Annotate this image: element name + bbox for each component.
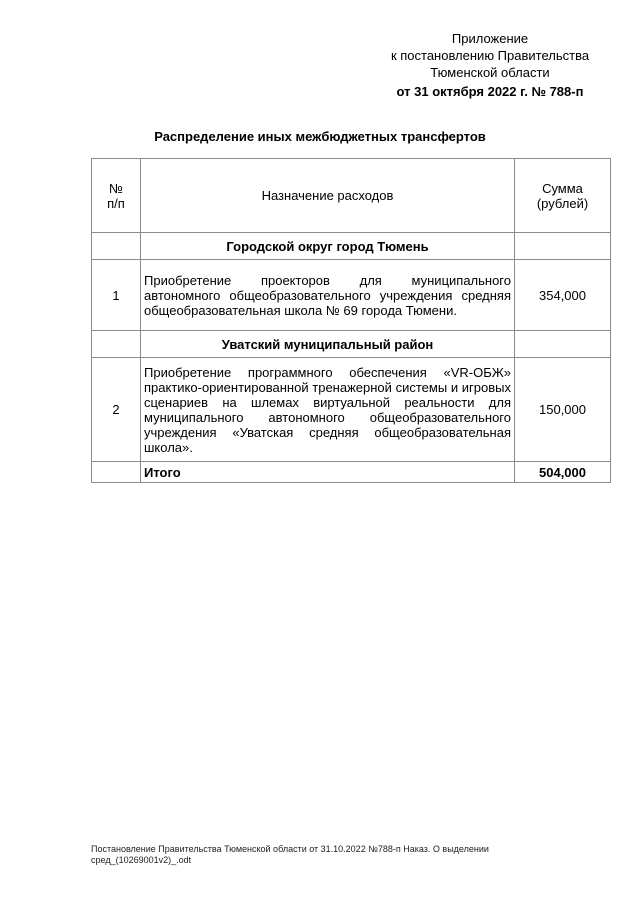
empty-cell — [92, 233, 141, 260]
row-purpose: Приобретение программного обеспечения «VR-ОБЖ» практико-ориентированной тренажерной системы и игровых сценариев на шлемах виртуальной реальности для муниципального автономного общеобразовательного учреждения «Уватская средняя общеобразовательная школа». — [141, 358, 515, 462]
header-sum-cell — [515, 159, 611, 233]
header-number-cell — [92, 159, 141, 233]
row-purpose: Приобретение проекторов для муниципального автономного общеобразовательного учреждения средняя общеобразовательная школа № 69 города Тюмени. — [141, 260, 515, 331]
table-row — [92, 260, 611, 331]
section-row — [92, 233, 611, 260]
header-number-label: п/п — [107, 195, 125, 211]
section-title: Городской округ город Тюмень — [141, 233, 515, 260]
empty-cell — [515, 233, 611, 260]
row-sum: 354,000 — [515, 260, 611, 331]
header-sum-unit: (рублей) — [536, 195, 589, 211]
row-sum: 150,000 — [515, 358, 611, 462]
table-header-row — [92, 159, 611, 233]
section-title: Уватский муниципальный район — [141, 331, 515, 358]
empty-cell — [92, 331, 141, 358]
empty-cell — [92, 462, 141, 483]
header-number-symbol: № — [109, 180, 123, 196]
appendix-reference: к постановлению Правительства — [390, 48, 590, 63]
row-number: 2 — [92, 358, 141, 462]
appendix-header — [340, 30, 640, 100]
total-sum: 504,000 — [515, 462, 611, 483]
table-row — [92, 358, 611, 462]
row-number: 1 — [92, 260, 141, 331]
total-label: Итого — [141, 462, 515, 483]
document-title: Распределение иных межбюджетных трансфертов — [154, 129, 486, 144]
empty-cell — [515, 331, 611, 358]
header-sum-label: Сумма — [542, 180, 583, 196]
total-row — [92, 462, 611, 483]
resolution-date-number: от 31 октября 2022 г. № 788-п — [396, 84, 584, 99]
section-row — [92, 331, 611, 358]
appendix-region: Тюменской области — [430, 65, 550, 80]
header-purpose-cell: Назначение расходов — [141, 159, 515, 233]
transfers-table — [91, 158, 611, 483]
appendix-label: Приложение — [451, 31, 529, 46]
document-footer: Постановление Правительства Тюменской области от 31.10.2022 №788-п Наказ. О выделении сред_(10269001v2)_.odt — [91, 844, 489, 865]
